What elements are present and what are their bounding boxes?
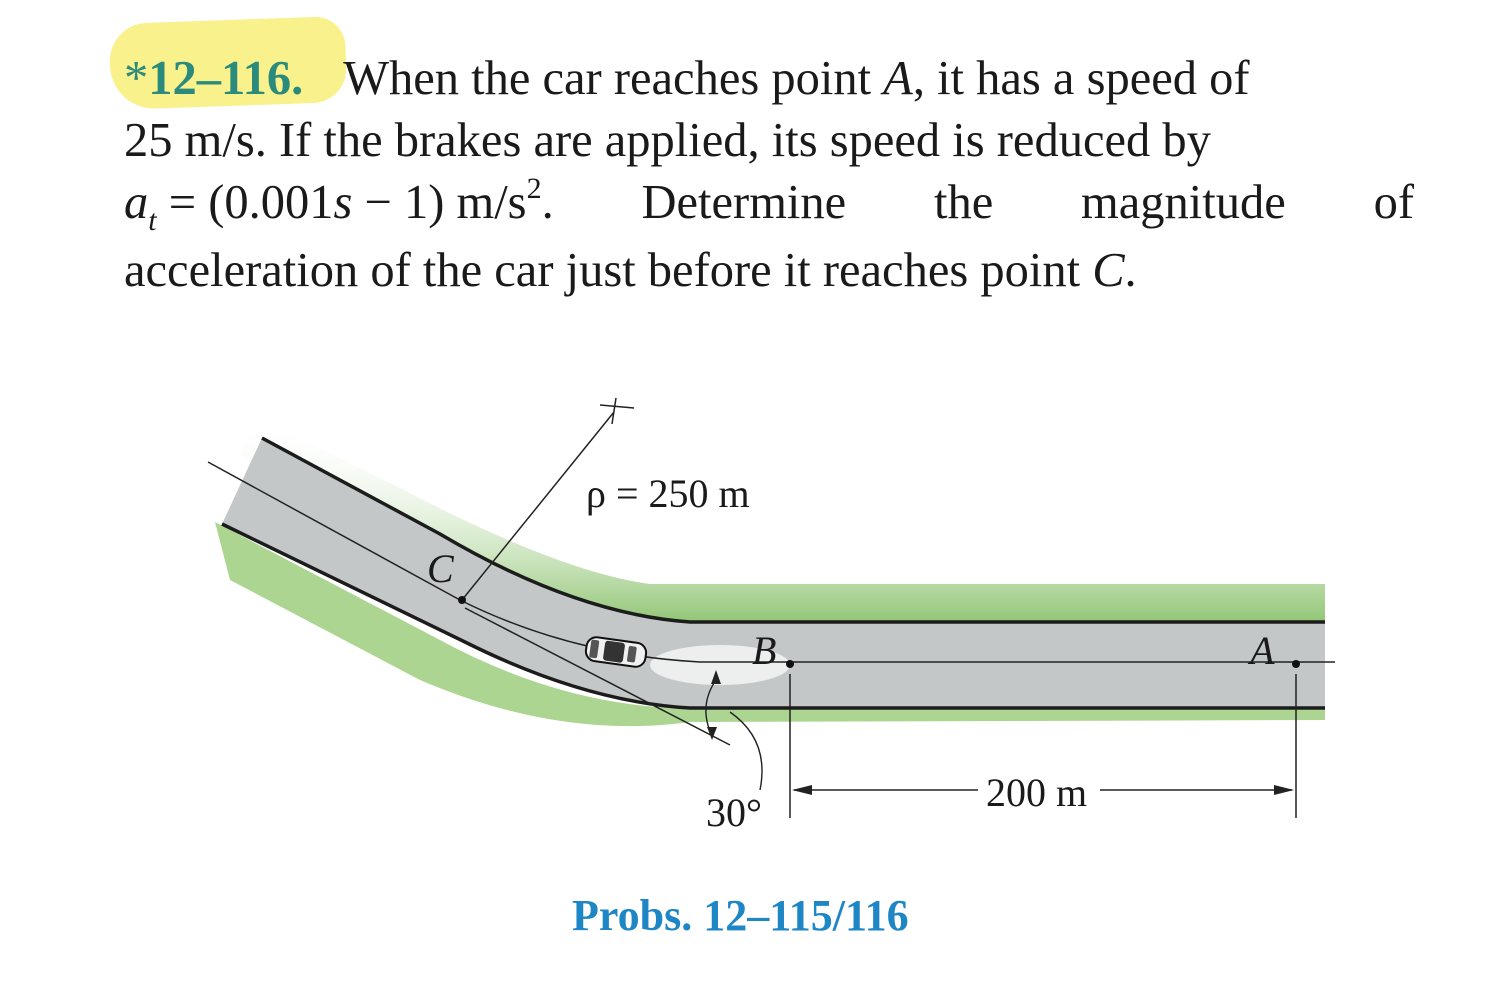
problem-line-3: $a_t = (0.001s - 1)$ $m/s^2$. Determine the magnitude of [124,172,1414,237]
dim-arrow-right [1274,785,1294,795]
point-b-dot [786,660,794,668]
label-b: B [752,628,777,673]
point-a-dot [1292,660,1300,668]
angle-label: 30° [706,790,762,835]
figure-caption: Probs. 12–115/116 [572,891,909,940]
angle-leader [730,712,762,790]
distance-label: 200 m [986,770,1088,815]
label-a: A [1250,628,1275,673]
problem-line-2: 25 m/s. If the brakes are applied, its speed is reduced by [124,114,1211,167]
dim-arrow-left [792,785,812,795]
label-c: C [427,546,454,591]
rho-label: ρ = 250 m [586,471,750,516]
problem-line-1: *12–116. When the car reaches point A, it has a speed of [124,52,1250,105]
problem-line-4: acceleration of the car just before it reaches point C. [124,244,1137,297]
problem-number: *12–116. [124,52,304,105]
radius-tick [600,405,634,408]
radius-tick-2 [612,398,616,424]
point-c-dot [458,596,466,604]
